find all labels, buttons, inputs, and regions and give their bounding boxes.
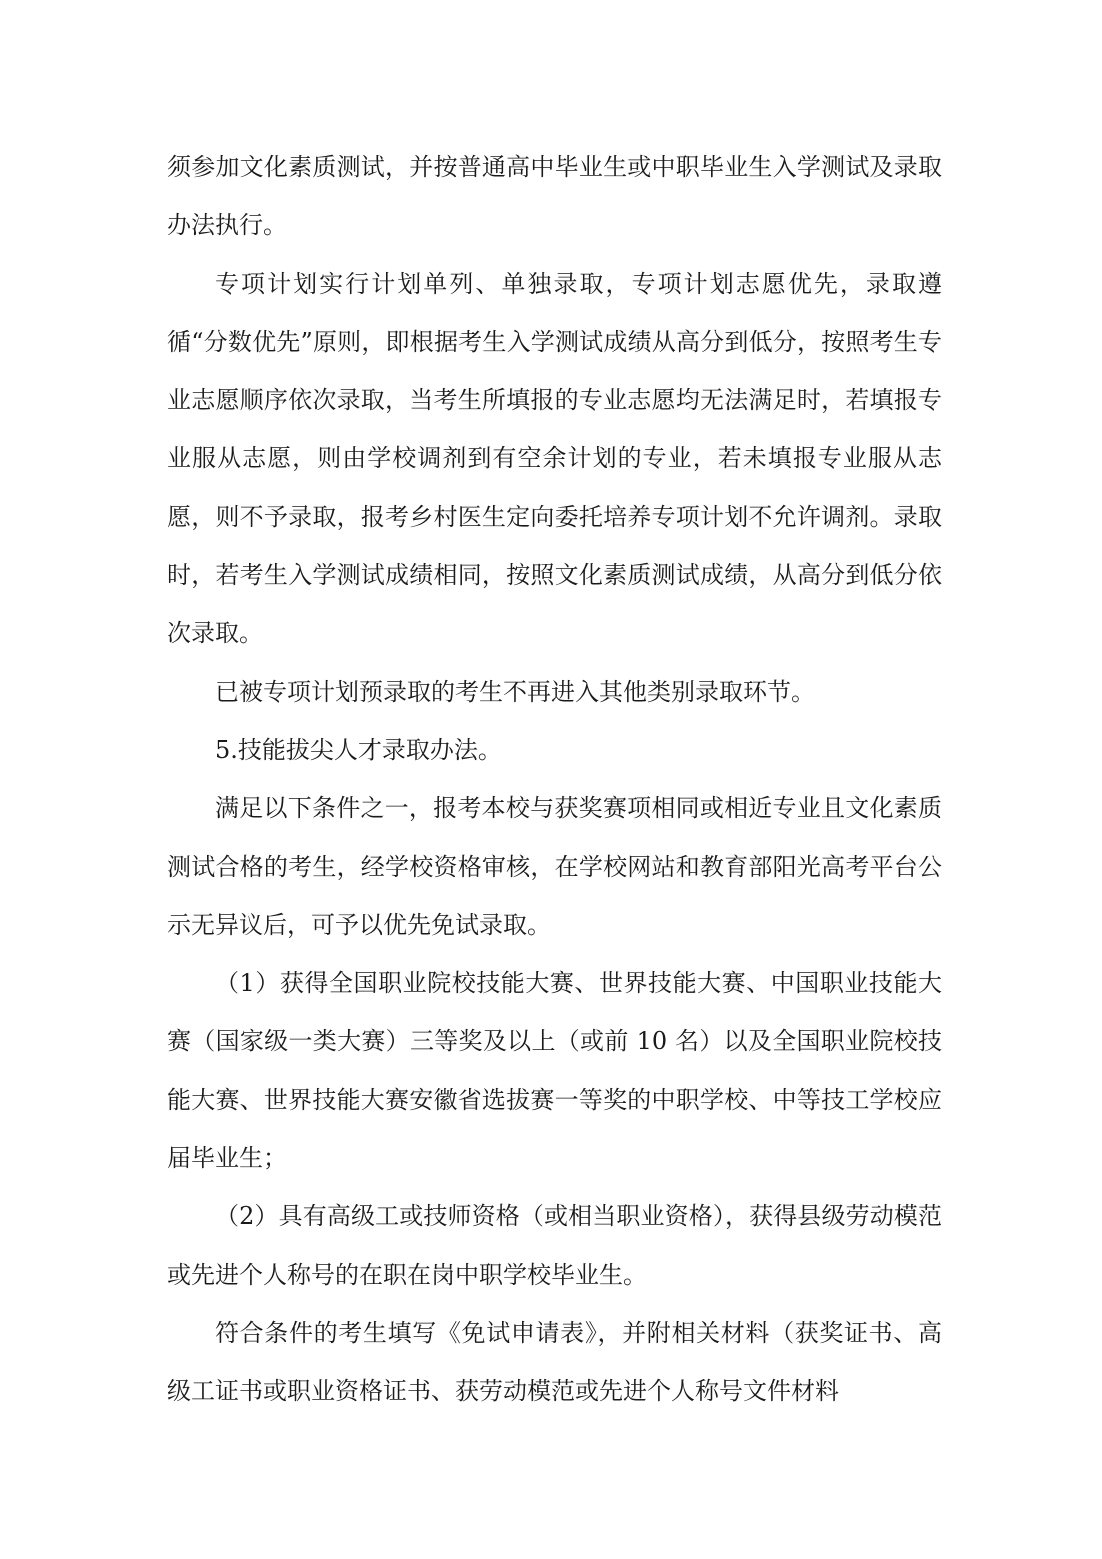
paragraph-application-materials: 符合条件的考生填写《免试申请表》，并附相关材料（获奖证书、高级工证书或职业资格证书、获劳动模范或先进个人称号文件材料 (167, 1318, 942, 1406)
document-body (167, 138, 942, 1421)
section-heading-top-talent: 5.技能拔尖人才录取办法。 (215, 735, 502, 764)
list-item-condition-1: （1）获得全国职业院校技能大赛、世界技能大赛、中国职业技能大赛（国家级一类大赛）三等奖及以上（或前 10 名）以及全国职业院校技能大赛、世界技能大赛安徽省选拔赛一等奖的中职学校、中等技工学校应届毕业生； (167, 969, 942, 1173)
paragraph-special-plan-admission: 专项计划实行计划单列、单独录取，专项计划志愿优先，录取遵循“分数优先”原则，即根据考生入学测试成绩从高分到低分，按照考生专业志愿顺序依次录取，当考生所填报的专业志愿均无法满足时，若填报专业服从志愿，则由学校调剂到有空余计划的专业，若未填报专业服从志愿，则不予录取，报考乡村医生定向委托培养专项计划不允许调剂。录取时，若考生入学测试成绩相同，按照文化素质测试成绩，从高分到低分依次录取。 (167, 269, 942, 648)
paragraph-pre-admitted-note: 已被专项计划预录取的考生不再进入其他类别录取环节。 (215, 677, 815, 706)
list-item-condition-2: （2）具有高级工或技师资格（或相当职业资格），获得县级劳动模范或先进个人称号的在职在岗中职学校毕业生。 (167, 1202, 942, 1289)
paragraph-continuation: 须参加文化素质测试，并按普通高中毕业生或中职毕业生入学测试及录取办法执行。 (167, 153, 942, 240)
paragraph-conditions-intro: 满足以下条件之一，报考本校与获奖赛项相同或相近专业且文化素质测试合格的考生，经学校资格审核，在学校网站和教育部阳光高考平台公示无异议后，可予以优先免试录取。 (167, 794, 942, 939)
